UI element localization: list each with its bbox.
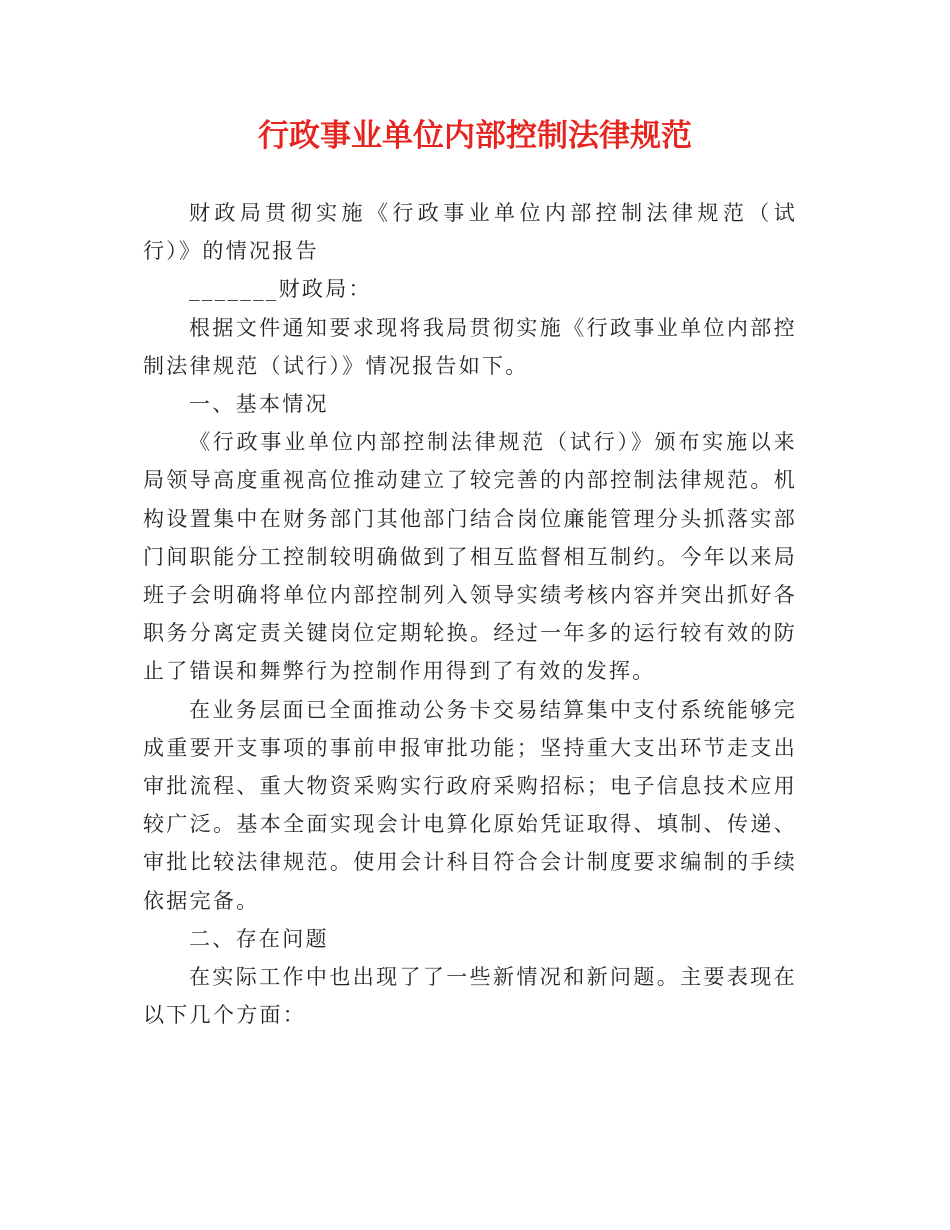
section-heading-basic: 一、基本情况 xyxy=(189,392,329,417)
basic-situation-paragraph: 《行政事业单位内部控制法律规范（试行）》颁布实施以来局领导高度重视高位推动建立了较完善的内部控制法律规范。机构设置集中在财务部门其他部门结合岗位廉能管理分头抓落实部门间职能分工控制较明确做到了相互监督相互制约。今年以来局班子会明确将单位内部控制列入领导实绩考核内容并突出抓好各职务分离定责关键岗位定期轮换。经过一年多的运行较有效的防止了错误和舞弊行为控制作用得到了有效的发挥。 xyxy=(143,430,797,684)
problems-intro-paragraph: 在实际工作中也出现了了一些新情况和新问题。主要表现在以下几个方面： xyxy=(143,965,797,1028)
salutation-paragraph: _______财政局： xyxy=(189,277,372,302)
report-heading-paragraph: 财政局贯彻实施《行政事业单位内部控制法律规范（试行）》的情况报告 xyxy=(143,201,797,264)
document-body xyxy=(143,194,797,1034)
section-heading-problems: 二、存在问题 xyxy=(189,926,329,951)
business-level-paragraph: 在业务层面已全面推动公务卡交易结算集中支付系统能够完成重要开支事项的事前申报审批功能；坚持重大支出环节走支出审批流程、重大物资采购实行政府采购招标；电子信息技术应用较广泛。基本全面实现会计电算化原始凭证取得、填制、传递、审批比较法律规范。使用会计科目符合会计制度要求编制的手续依据完备。 xyxy=(143,697,797,913)
intro-paragraph: 根据文件通知要求现将我局贯彻实施《行政事业单位内部控制法律规范（试行）》情况报告如下。 xyxy=(143,315,797,378)
document-title: 行政事业单位内部控制法律规范 xyxy=(258,118,692,154)
